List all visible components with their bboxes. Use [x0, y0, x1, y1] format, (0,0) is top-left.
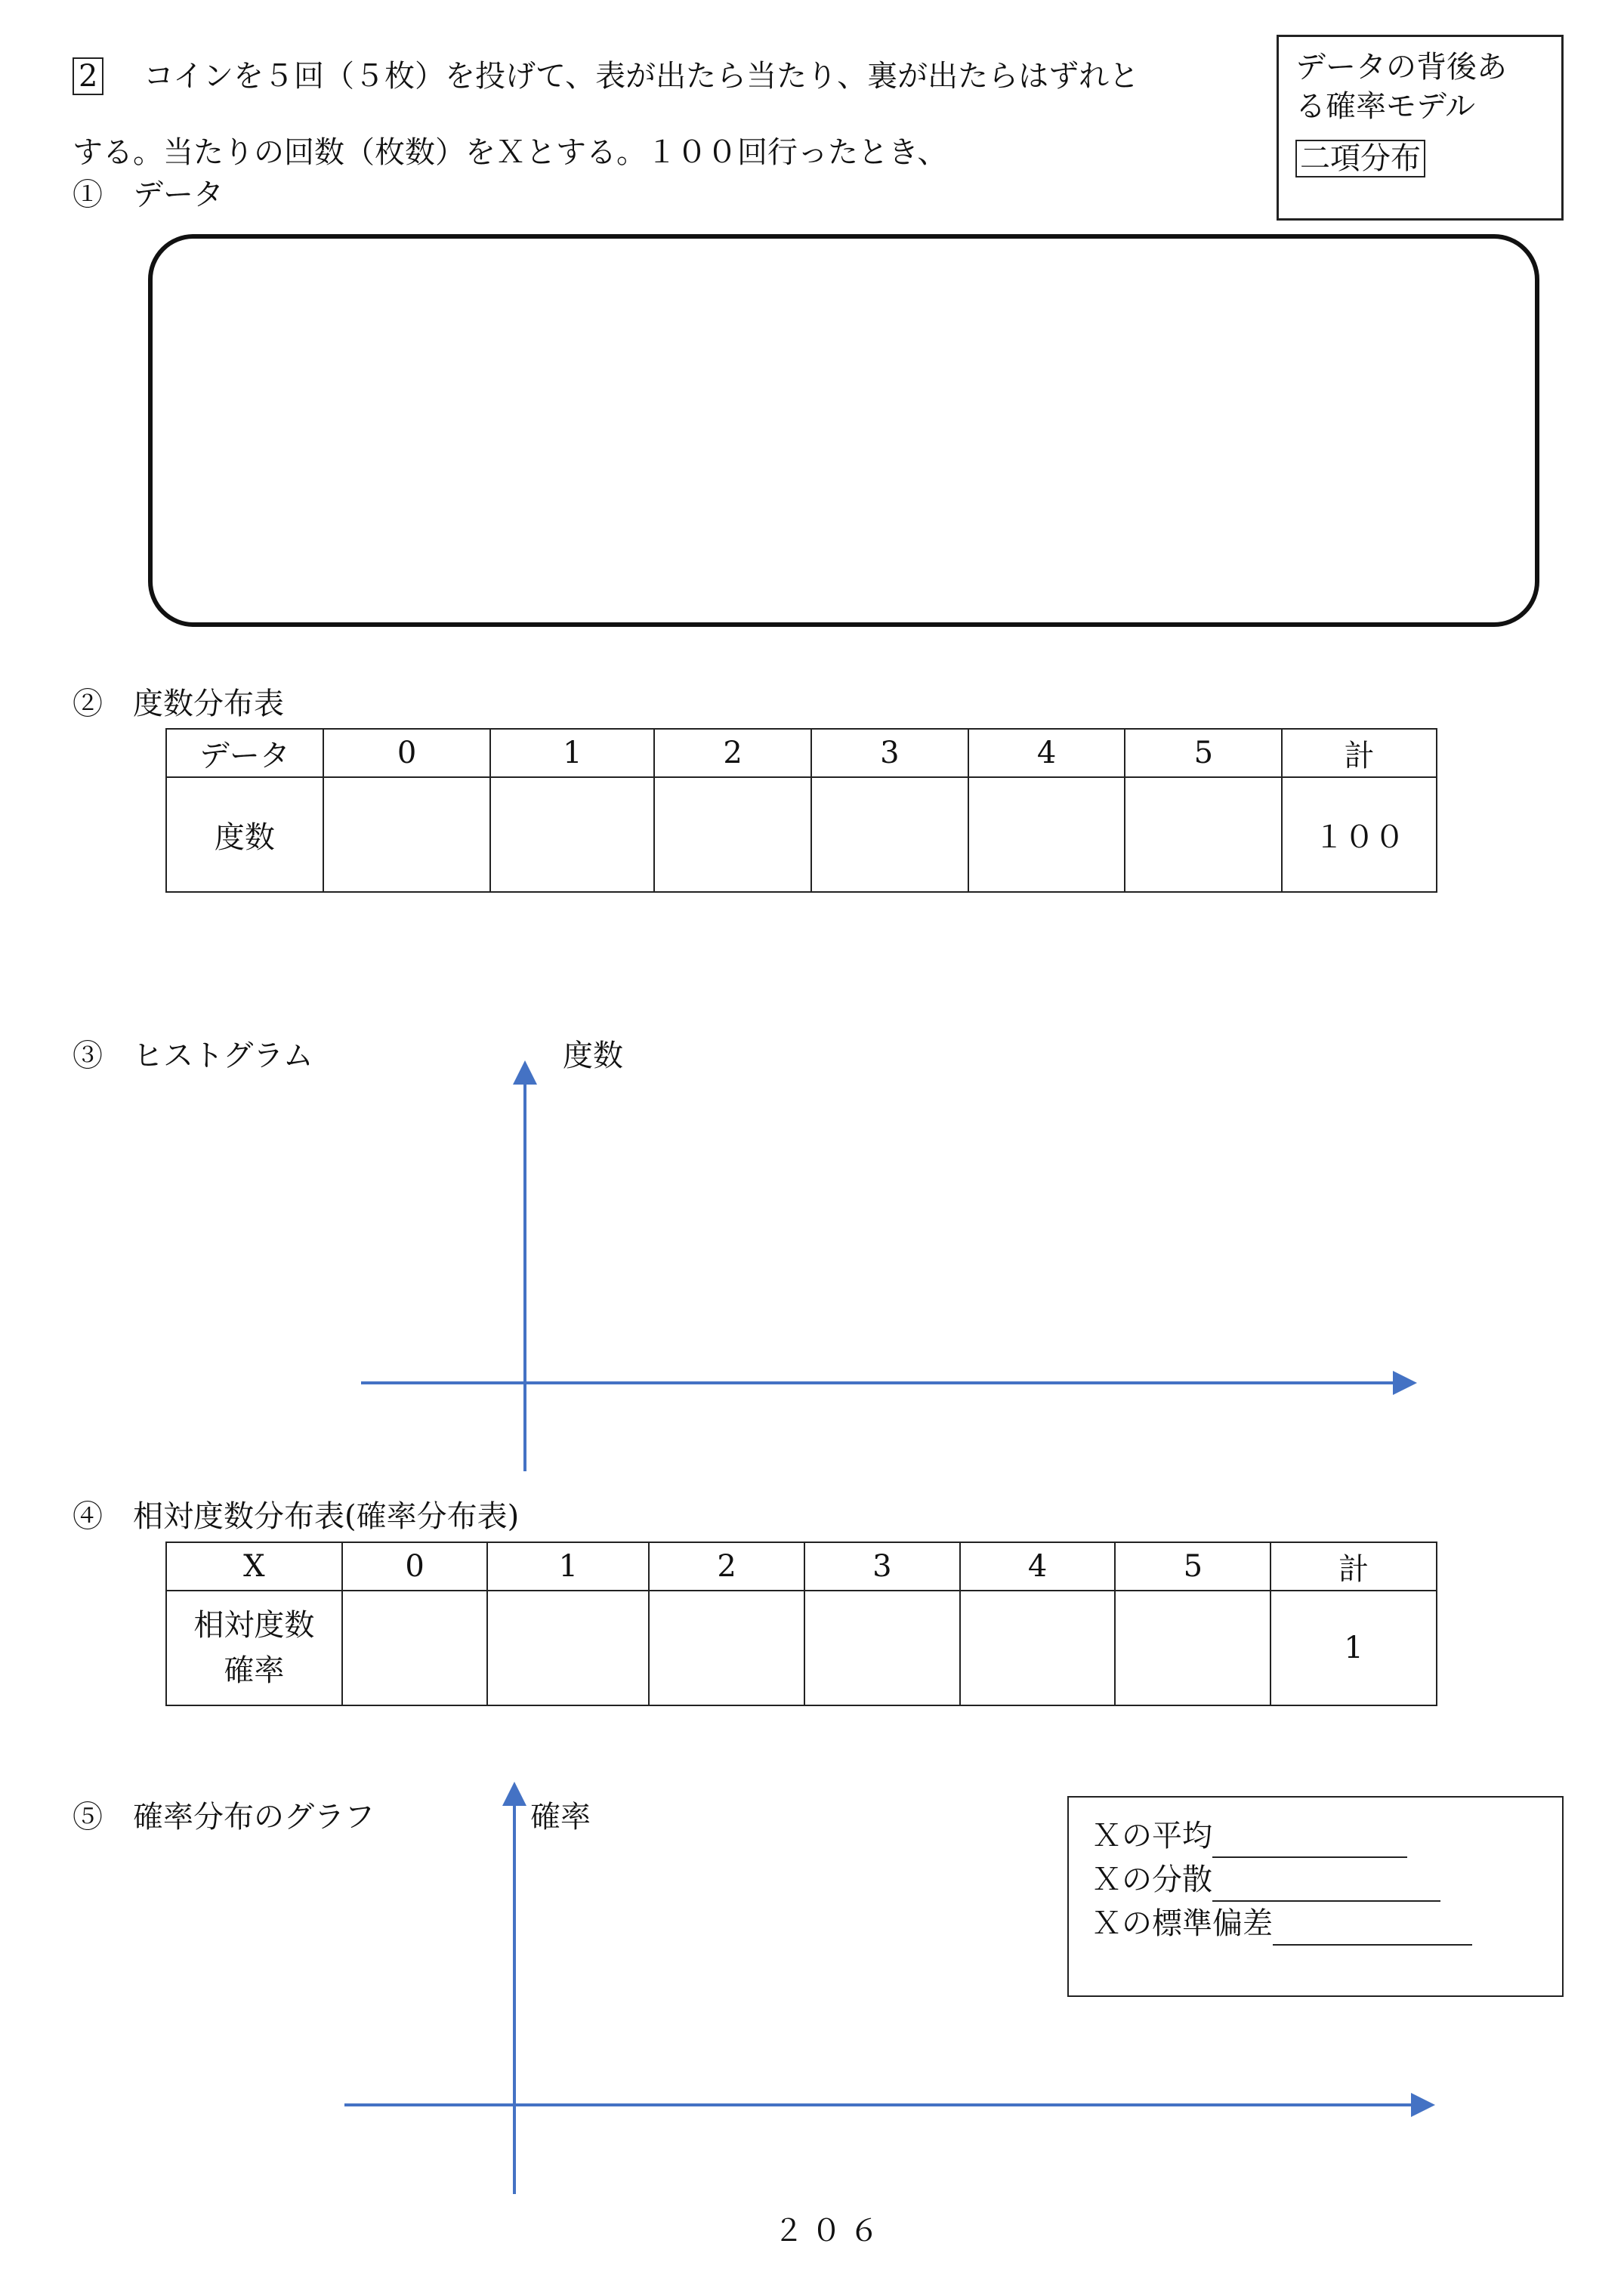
frequency-table-header-cell: 計 [1282, 729, 1437, 777]
frequency-table-header-cell: 3 [811, 729, 968, 777]
relative-table-header-cell: X [166, 1542, 342, 1591]
section5-label: ⑤ 確率分布のグラフ [73, 1800, 375, 1835]
page-number: ２０６ [773, 2214, 887, 2248]
relative-table-header-cell: 5 [1115, 1542, 1270, 1591]
frequency-table-header-cell: 4 [968, 729, 1125, 777]
frequency-table-header-cell: データ [166, 729, 323, 777]
relative-row-label-line1: 相対度数 [193, 1608, 315, 1643]
section3-label: ③ ヒストグラム [73, 1038, 313, 1073]
model-box-line2: る確率モデル [1295, 89, 1475, 124]
problem-text-line1: コインを５回（５枚）を投げて、表が出たら当たり、裏が出たらはずれと [144, 59, 1140, 94]
frequency-table-header-cell: 0 [323, 729, 491, 777]
model-box-tag: 二項分布 [1295, 140, 1425, 177]
section4-label: ④ 相対度数分布表(確率分布表) [73, 1499, 520, 1534]
frequency-table-header-cell: 5 [1125, 729, 1282, 777]
histogram-y-axis-label: 度数 [563, 1038, 623, 1073]
relative-frequency-total-cell: 1 [1270, 1591, 1437, 1705]
relative-table-header-cell: 2 [649, 1542, 804, 1591]
probability-graph-y-axis-label: 確率 [530, 1800, 591, 1835]
section2-label: ② 度数分布表 [73, 687, 284, 721]
relative-table-header-cell: 1 [487, 1542, 649, 1591]
frequency-total-cell: １００ [1282, 777, 1437, 892]
mean-label: Ｘの平均 [1091, 1819, 1212, 1853]
std-label: Ｘの標準偏差 [1091, 1906, 1273, 1941]
relative-table-header-cell: 計 [1270, 1542, 1437, 1591]
problem-text-line2: する。当たりの回数（枚数）をＸとする。１００回行ったとき、 [73, 135, 948, 170]
section1-label: ① データ [73, 177, 224, 212]
model-box-line1: データの背後あ [1295, 50, 1507, 85]
frequency-table-header-cell: 2 [654, 729, 811, 777]
relative-row-label-line2: 確率 [224, 1653, 285, 1688]
frequency-table-header-cell: 1 [490, 729, 654, 777]
variance-label: Ｘの分散 [1091, 1862, 1212, 1897]
relative-table-header-cell: 4 [960, 1542, 1116, 1591]
problem-number: 2 [73, 57, 103, 95]
relative-table-header-cell: 0 [342, 1542, 488, 1591]
relative-table-header-cell: 3 [804, 1542, 960, 1591]
frequency-row-label: 度数 [166, 777, 323, 892]
